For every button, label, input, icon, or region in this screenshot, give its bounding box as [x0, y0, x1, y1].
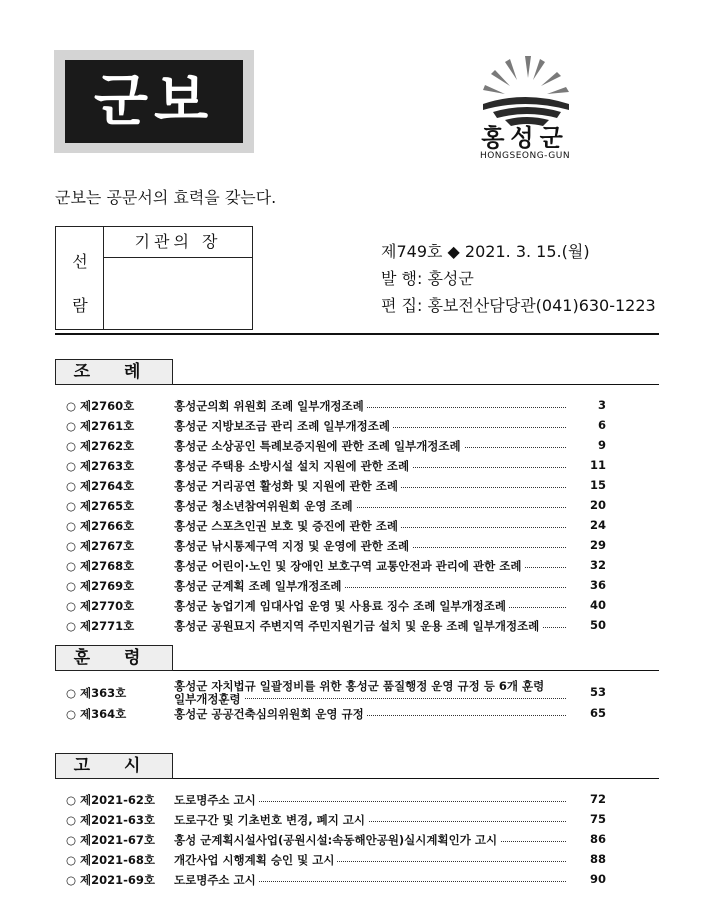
toc-title: 홍성군 어린이·노인 및 장애인 보호구역 교통안전과 관리에 관한 조례 [174, 559, 524, 573]
toc-number: ○ 제2021-68호 [66, 853, 156, 867]
toc-title: 홍성군 소상공인 특례보증지원에 관한 조례 일부개정조례 [174, 439, 464, 453]
section-title-notice: 고 시 [55, 753, 173, 779]
toc-row[interactable] [66, 498, 606, 518]
toc-row[interactable] [66, 680, 606, 708]
section-title-directive: 훈 령 [55, 645, 173, 671]
toc-title: 홍성군의회 위원회 조례 일부개정조례 [174, 399, 367, 413]
approval-side [56, 227, 104, 329]
approval-box [55, 226, 253, 330]
toc-number: ○ 제2760호 [66, 399, 135, 413]
toc-title: 도로구간 및 기초번호 변경, 폐지 고시 [174, 813, 368, 827]
toc-page: 65 [589, 706, 606, 720]
gazette-title: 군보 [65, 60, 243, 143]
toc-page: 53 [589, 685, 606, 699]
toc-row[interactable] [66, 438, 606, 458]
toc-page: 6 [597, 418, 606, 432]
toc-number: ○ 제2765호 [66, 499, 135, 513]
logo-name: 홍성군 [481, 124, 569, 152]
toc-page: 32 [589, 558, 606, 572]
toc-row[interactable] [66, 832, 606, 852]
gazette-title-box [54, 50, 254, 153]
toc-row[interactable] [66, 418, 606, 438]
toc-title: 도로명주소 고시 [174, 793, 259, 807]
toc-page: 72 [589, 792, 606, 806]
toc-row[interactable] [66, 852, 606, 872]
toc-row[interactable] [66, 792, 606, 812]
toc-number: ○ 제2771호 [66, 619, 135, 633]
toc-number: ○ 제2767호 [66, 539, 135, 553]
toc-title: 홍성군 낚시통제구역 지정 및 운영에 관한 조례 [174, 539, 412, 553]
toc-number: ○ 제2763호 [66, 459, 135, 473]
toc-page: 29 [589, 538, 606, 552]
section-divider [173, 778, 659, 779]
toc-title: 홍성군 공원묘지 주변지역 주민지원기금 설치 및 운용 조례 일부개정조례 [174, 619, 542, 633]
toc-page: 24 [589, 518, 606, 532]
toc-title: 홍성군 거리공연 활성화 및 지원에 관한 조례 [174, 479, 401, 493]
approval-side-char-1: 선 [72, 252, 88, 271]
toc-number: ○ 제2766호 [66, 519, 135, 533]
toc-page: 50 [589, 618, 606, 632]
toc-page: 20 [589, 498, 606, 512]
toc-page: 15 [589, 478, 606, 492]
toc-page: 88 [589, 852, 606, 866]
toc-row[interactable] [66, 578, 606, 598]
section-title-ordinance: 조 례 [55, 359, 173, 385]
toc-page: 86 [589, 832, 606, 846]
approval-head: 기관의 장 [104, 227, 252, 258]
toc-row[interactable] [66, 558, 606, 578]
toc-row[interactable] [66, 518, 606, 538]
toc-number: ○ 제2770호 [66, 599, 135, 613]
toc-page: 11 [589, 458, 606, 472]
toc-number: ○ 제2768호 [66, 559, 135, 573]
toc-title: 도로명주소 고시 [174, 873, 259, 887]
toc-number: ○ 제2761호 [66, 419, 135, 433]
toc-number: ○ 제2762호 [66, 439, 135, 453]
toc-title: 홍성군 스포츠인권 보호 및 증진에 관한 조례 [174, 519, 401, 533]
toc-row[interactable] [66, 872, 606, 892]
toc-page: 3 [597, 398, 606, 412]
toc-number: ○ 제364호 [66, 707, 127, 721]
toc-number: ○ 제2769호 [66, 579, 135, 593]
toc-number: ○ 제2021-67호 [66, 833, 156, 847]
toc-number: ○ 제2021-69호 [66, 873, 156, 887]
toc-row[interactable] [66, 618, 606, 638]
toc-page: 90 [589, 872, 606, 886]
toc-title: 홍성군 군계획 조례 일부개정조례 [174, 579, 345, 593]
toc-title: 홍성 군계획시설사업(공원시설:속동해안공원)실시계획인가 고시 [174, 833, 500, 847]
toc-row[interactable] [66, 458, 606, 478]
toc-title: 홍성군 주택용 소방시설 설치 지원에 관한 조례 [174, 459, 412, 473]
toc-title: 홍성군 자치법규 일괄정비를 위한 홍성군 품질행정 운영 규정 등 6개 훈령 일부개정훈령 [174, 680, 545, 706]
publication-info [381, 238, 656, 319]
approval-side-char-2: 람 [72, 296, 88, 315]
editor-line: 편 집: 홍보전산담당관(041)630-1223 [381, 296, 656, 315]
validity-notice: 군보는 공문서의 효력을 갖는다. [55, 188, 277, 207]
toc-title: 홍성군 공공건축심의위원회 운영 규정 [174, 707, 367, 721]
toc-page: 9 [597, 438, 606, 452]
toc-title: 홍성군 지방보조금 관리 조례 일부개정조례 [174, 419, 393, 433]
toc-number: ○ 제2021-63호 [66, 813, 156, 827]
toc-number: ○ 제2764호 [66, 479, 135, 493]
toc-page: 36 [589, 578, 606, 592]
toc-row[interactable] [66, 538, 606, 558]
toc-row[interactable] [66, 706, 606, 726]
section-divider [173, 670, 659, 671]
header-divider [55, 333, 659, 335]
toc-title: 개간사업 시행계획 승인 및 고시 [174, 853, 337, 867]
publisher-line: 발 행: 홍성군 [381, 269, 474, 288]
toc-number: ○ 제2021-62호 [66, 793, 156, 807]
toc-page: 75 [589, 812, 606, 826]
toc-page: 40 [589, 598, 606, 612]
logo-english-name: HONGSEONG-GUN [479, 151, 571, 161]
toc-title: 홍성군 농업기계 임대사업 운영 및 사용료 징수 조례 일부개정조례 [174, 599, 509, 613]
section-divider [173, 384, 659, 385]
toc-number: ○ 제363호 [66, 686, 127, 700]
issue-line: 제749호 ◆ 2021. 3. 15.(월) [381, 242, 590, 261]
toc-row[interactable] [66, 478, 606, 498]
toc-title: 홍성군 청소년참여위원회 운영 조례 [174, 499, 356, 513]
toc-row[interactable] [66, 598, 606, 618]
toc-row[interactable] [66, 398, 606, 418]
toc-row[interactable] [66, 812, 606, 832]
